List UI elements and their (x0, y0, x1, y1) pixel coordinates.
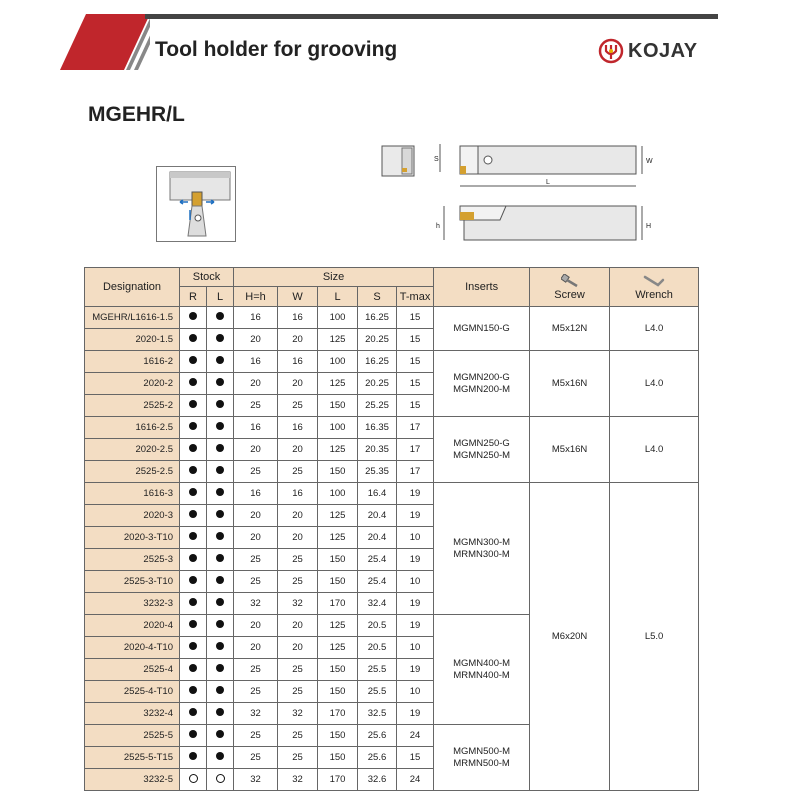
s-cell: 32.4 (358, 593, 397, 615)
wrench-cell: L5.0 (610, 483, 699, 791)
tmax-cell: 15 (397, 329, 434, 351)
insert-code: MGMN200-M (453, 383, 511, 395)
header-s: S (358, 287, 397, 307)
spec-table (84, 267, 699, 791)
designation-cell: 2525-4 (85, 659, 180, 681)
screw-cell: M5x12N (530, 307, 610, 351)
designation-cell: 3232-3 (85, 593, 180, 615)
stock-r-cell (180, 417, 207, 439)
stock-r-cell (180, 549, 207, 571)
stock-r-cell (180, 593, 207, 615)
on-order-dot (216, 774, 225, 783)
tmax-cell: 15 (397, 395, 434, 417)
stock-r-cell (180, 747, 207, 769)
w-cell: 25 (278, 659, 318, 681)
stock-l-cell (207, 505, 234, 527)
stock-r-cell (180, 329, 207, 351)
h-cell: 25 (234, 747, 278, 769)
stock-l-cell (207, 593, 234, 615)
h-cell: 16 (234, 307, 278, 329)
s-cell: 16.35 (358, 417, 397, 439)
s-cell: 16.25 (358, 351, 397, 373)
tmax-cell: 19 (397, 549, 434, 571)
model-title: MGEHR/L (88, 103, 185, 126)
designation-cell: 2020-1.5 (85, 329, 180, 351)
header-l: L (207, 287, 234, 307)
in-stock-dot (216, 752, 224, 760)
tmax-cell: 19 (397, 483, 434, 505)
page-title: Tool holder for grooving (155, 38, 398, 61)
stock-l-cell (207, 571, 234, 593)
h-cell: 25 (234, 681, 278, 703)
in-stock-dot (189, 664, 197, 672)
in-stock-dot (216, 576, 224, 584)
in-stock-dot (216, 422, 224, 430)
header-stripes (60, 14, 150, 70)
length-cell: 125 (318, 527, 358, 549)
in-stock-dot (189, 356, 197, 364)
in-stock-dot (189, 686, 197, 694)
in-stock-dot (216, 642, 224, 650)
inserts-cell (434, 307, 530, 351)
stock-r-cell (180, 637, 207, 659)
header-wrench (610, 268, 699, 307)
table-row (85, 483, 699, 505)
designation-cell: 3232-4 (85, 703, 180, 725)
w-cell: 25 (278, 461, 318, 483)
stock-r-cell (180, 769, 207, 791)
stock-r-cell (180, 351, 207, 373)
stock-l-cell (207, 461, 234, 483)
designation-cell: 2020-3 (85, 505, 180, 527)
designation-cell: 1616-2.5 (85, 417, 180, 439)
h-cell: 16 (234, 483, 278, 505)
insert-code: MGMN500-M (453, 745, 511, 757)
designation-cell: 2020-3-T10 (85, 527, 180, 549)
in-stock-dot (216, 466, 224, 474)
insert-code: MGMN300-M (453, 536, 511, 548)
in-stock-dot (216, 730, 224, 738)
tmax-cell: 19 (397, 505, 434, 527)
stock-r-cell (180, 659, 207, 681)
dim-l-label: L (546, 179, 550, 186)
in-stock-dot (189, 466, 197, 474)
table-row (85, 351, 699, 373)
stock-l-cell (207, 395, 234, 417)
length-cell: 150 (318, 681, 358, 703)
tmax-cell: 15 (397, 373, 434, 395)
stock-r-cell (180, 681, 207, 703)
length-cell: 125 (318, 329, 358, 351)
tmax-cell: 19 (397, 703, 434, 725)
length-cell: 150 (318, 549, 358, 571)
inserts-cell (434, 351, 530, 417)
length-cell: 170 (318, 703, 358, 725)
header-inserts: Inserts (434, 268, 530, 307)
h-cell: 20 (234, 439, 278, 461)
s-cell: 32.6 (358, 769, 397, 791)
screw-cell: M6x20N (530, 483, 610, 791)
s-cell: 25.4 (358, 571, 397, 593)
designation-cell: 2020-2 (85, 373, 180, 395)
s-cell: 32.5 (358, 703, 397, 725)
w-cell: 25 (278, 571, 318, 593)
in-stock-dot (189, 488, 197, 496)
s-cell: 20.35 (358, 439, 397, 461)
in-stock-dot (189, 312, 197, 320)
in-stock-dot (189, 400, 197, 408)
dim-s-label: S (434, 156, 439, 163)
in-stock-dot (189, 532, 197, 540)
tmax-cell: 19 (397, 593, 434, 615)
stock-r-cell (180, 505, 207, 527)
tmax-cell: 15 (397, 747, 434, 769)
in-stock-dot (216, 708, 224, 716)
insert-code: MGMN250-G (453, 437, 510, 449)
h-cell: 25 (234, 659, 278, 681)
stock-l-cell (207, 439, 234, 461)
w-cell: 25 (278, 681, 318, 703)
h-cell: 25 (234, 461, 278, 483)
w-cell: 16 (278, 307, 318, 329)
stock-l-cell (207, 307, 234, 329)
s-cell: 20.5 (358, 637, 397, 659)
stock-r-cell (180, 395, 207, 417)
w-cell: 20 (278, 439, 318, 461)
s-cell: 25.5 (358, 681, 397, 703)
in-stock-dot (216, 356, 224, 364)
s-cell: 20.25 (358, 373, 397, 395)
in-stock-dot (216, 334, 224, 342)
h-cell: 16 (234, 351, 278, 373)
designation-cell: 1616-3 (85, 483, 180, 505)
designation-cell: 2525-3-T10 (85, 571, 180, 593)
in-stock-dot (216, 620, 224, 628)
insert-code: MGMN400-M (453, 657, 511, 669)
stock-l-cell (207, 483, 234, 505)
in-stock-dot (216, 400, 224, 408)
tmax-cell: 17 (397, 439, 434, 461)
screw-icon (561, 274, 579, 288)
length-cell: 150 (318, 747, 358, 769)
in-stock-dot (216, 664, 224, 672)
stock-l-cell (207, 527, 234, 549)
w-cell: 20 (278, 505, 318, 527)
stock-l-cell (207, 373, 234, 395)
s-cell: 25.5 (358, 659, 397, 681)
h-cell: 25 (234, 571, 278, 593)
length-cell: 100 (318, 351, 358, 373)
dim-H-label: H (646, 223, 652, 230)
h-cell: 20 (234, 373, 278, 395)
designation-cell: 2020-4-T10 (85, 637, 180, 659)
insert-code: MGMN250-M (453, 449, 511, 461)
length-cell: 150 (318, 461, 358, 483)
in-stock-dot (189, 642, 197, 650)
length-cell: 100 (318, 483, 358, 505)
designation-cell: 2020-2.5 (85, 439, 180, 461)
w-cell: 20 (278, 373, 318, 395)
h-cell: 20 (234, 527, 278, 549)
grooving-illustration (156, 166, 236, 242)
dim-w-label: W (646, 158, 653, 165)
s-cell: 16.4 (358, 483, 397, 505)
insert-code: MRMN400-M (453, 669, 510, 681)
header-screw-label: Screw (554, 288, 585, 301)
on-order-dot (189, 774, 198, 783)
w-cell: 32 (278, 703, 318, 725)
tmax-cell: 10 (397, 637, 434, 659)
s-cell: 20.25 (358, 329, 397, 351)
tmax-cell: 10 (397, 681, 434, 703)
insert-code: MGMN200-G (453, 371, 510, 383)
insert-code: MRMN300-M (453, 548, 510, 560)
h-cell: 20 (234, 329, 278, 351)
header-wrench-label: Wrench (635, 288, 673, 301)
h-cell: 20 (234, 637, 278, 659)
in-stock-dot (189, 752, 197, 760)
wrench-cell: L4.0 (610, 351, 699, 417)
in-stock-dot (216, 378, 224, 386)
w-cell: 25 (278, 747, 318, 769)
brand-logo (598, 38, 698, 64)
w-cell: 32 (278, 593, 318, 615)
in-stock-dot (189, 334, 197, 342)
in-stock-dot (216, 598, 224, 606)
length-cell: 125 (318, 637, 358, 659)
in-stock-dot (189, 620, 197, 628)
h-cell: 20 (234, 505, 278, 527)
in-stock-dot (189, 510, 197, 518)
insert-code: MRMN500-M (453, 757, 510, 769)
inserts-cell (434, 725, 530, 791)
h-cell: 25 (234, 549, 278, 571)
stock-r-cell (180, 615, 207, 637)
h-cell: 25 (234, 725, 278, 747)
designation-cell: 2525-5-T15 (85, 747, 180, 769)
header-designation: Designation (85, 268, 180, 307)
stock-l-cell (207, 703, 234, 725)
stock-l-cell (207, 769, 234, 791)
s-cell: 20.4 (358, 505, 397, 527)
s-cell: 25.4 (358, 549, 397, 571)
w-cell: 16 (278, 351, 318, 373)
header-len: L (318, 287, 358, 307)
table-row (85, 417, 699, 439)
length-cell: 125 (318, 439, 358, 461)
w-cell: 32 (278, 769, 318, 791)
h-cell: 32 (234, 769, 278, 791)
table-row (85, 307, 699, 329)
header-screw (530, 268, 610, 307)
in-stock-dot (189, 708, 197, 716)
stock-r-cell (180, 703, 207, 725)
length-cell: 170 (318, 769, 358, 791)
stock-r-cell (180, 307, 207, 329)
in-stock-dot (216, 532, 224, 540)
inserts-cell (434, 615, 530, 725)
stock-l-cell (207, 637, 234, 659)
s-cell: 25.6 (358, 725, 397, 747)
stock-r-cell (180, 527, 207, 549)
in-stock-dot (216, 444, 224, 452)
length-cell: 170 (318, 593, 358, 615)
h-cell: 32 (234, 703, 278, 725)
stock-r-cell (180, 461, 207, 483)
designation-cell: 2525-2 (85, 395, 180, 417)
screw-cell: M5x16N (530, 351, 610, 417)
w-cell: 16 (278, 483, 318, 505)
insert-code: MGMN150-G (453, 322, 510, 334)
w-cell: 20 (278, 527, 318, 549)
in-stock-dot (216, 488, 224, 496)
length-cell: 100 (318, 307, 358, 329)
brand-name: KOJAY (628, 39, 698, 62)
header-stock: Stock (180, 268, 234, 287)
spec-table-body (85, 307, 699, 791)
stock-l-cell (207, 615, 234, 637)
tmax-cell: 19 (397, 615, 434, 637)
in-stock-dot (189, 444, 197, 452)
in-stock-dot (189, 378, 197, 386)
inserts-cell (434, 483, 530, 615)
w-cell: 20 (278, 615, 318, 637)
header-size: Size (234, 268, 434, 287)
length-cell: 150 (318, 395, 358, 417)
in-stock-dot (216, 312, 224, 320)
s-cell: 25.6 (358, 747, 397, 769)
stock-l-cell (207, 351, 234, 373)
s-cell: 20.5 (358, 615, 397, 637)
stock-r-cell (180, 439, 207, 461)
s-cell: 16.25 (358, 307, 397, 329)
stock-l-cell (207, 747, 234, 769)
dim-h-label: h (436, 223, 440, 230)
designation-cell: 2020-4 (85, 615, 180, 637)
stock-l-cell (207, 681, 234, 703)
tmax-cell: 17 (397, 417, 434, 439)
inserts-cell (434, 417, 530, 483)
stock-l-cell (207, 659, 234, 681)
tmax-cell: 15 (397, 351, 434, 373)
wrench-icon (642, 274, 666, 288)
s-cell: 25.35 (358, 461, 397, 483)
h-cell: 32 (234, 593, 278, 615)
stock-l-cell (207, 549, 234, 571)
h-cell: 16 (234, 417, 278, 439)
w-cell: 25 (278, 725, 318, 747)
tmax-cell: 24 (397, 769, 434, 791)
length-cell: 125 (318, 373, 358, 395)
tmax-cell: 15 (397, 307, 434, 329)
in-stock-dot (216, 554, 224, 562)
h-cell: 20 (234, 615, 278, 637)
tmax-cell: 24 (397, 725, 434, 747)
s-cell: 25.25 (358, 395, 397, 417)
stock-l-cell (207, 417, 234, 439)
length-cell: 125 (318, 505, 358, 527)
w-cell: 25 (278, 549, 318, 571)
length-cell: 100 (318, 417, 358, 439)
designation-cell: 2525-3 (85, 549, 180, 571)
in-stock-dot (189, 598, 197, 606)
in-stock-dot (216, 510, 224, 518)
wrench-cell: L4.0 (610, 307, 699, 351)
header-tmax: T-max (397, 287, 434, 307)
w-cell: 25 (278, 395, 318, 417)
header-r: R (180, 287, 207, 307)
designation-cell: 2525-2.5 (85, 461, 180, 483)
length-cell: 125 (318, 615, 358, 637)
header-rule (145, 14, 718, 19)
designation-cell: 3232-5 (85, 769, 180, 791)
w-cell: 16 (278, 417, 318, 439)
tmax-cell: 17 (397, 461, 434, 483)
s-cell: 20.4 (358, 527, 397, 549)
in-stock-dot (216, 686, 224, 694)
header-hh: H=h (234, 287, 278, 307)
in-stock-dot (189, 730, 197, 738)
designation-cell: MGEHR/L1616-1.5 (85, 307, 180, 329)
stock-r-cell (180, 373, 207, 395)
header-w: W (278, 287, 318, 307)
length-cell: 150 (318, 725, 358, 747)
stock-l-cell (207, 725, 234, 747)
in-stock-dot (189, 576, 197, 584)
designation-cell: 2525-4-T10 (85, 681, 180, 703)
stock-r-cell (180, 483, 207, 505)
stock-r-cell (180, 725, 207, 747)
stock-r-cell (180, 571, 207, 593)
tmax-cell: 19 (397, 659, 434, 681)
technical-drawing (378, 142, 670, 248)
designation-cell: 2525-5 (85, 725, 180, 747)
length-cell: 150 (318, 659, 358, 681)
wrench-cell: L4.0 (610, 417, 699, 483)
in-stock-dot (189, 422, 197, 430)
stock-l-cell (207, 329, 234, 351)
tmax-cell: 10 (397, 571, 434, 593)
tmax-cell: 10 (397, 527, 434, 549)
w-cell: 20 (278, 637, 318, 659)
w-cell: 20 (278, 329, 318, 351)
in-stock-dot (189, 554, 197, 562)
designation-cell: 1616-2 (85, 351, 180, 373)
h-cell: 25 (234, 395, 278, 417)
screw-cell: M5x16N (530, 417, 610, 483)
brand-emblem-icon (598, 38, 624, 64)
length-cell: 150 (318, 571, 358, 593)
